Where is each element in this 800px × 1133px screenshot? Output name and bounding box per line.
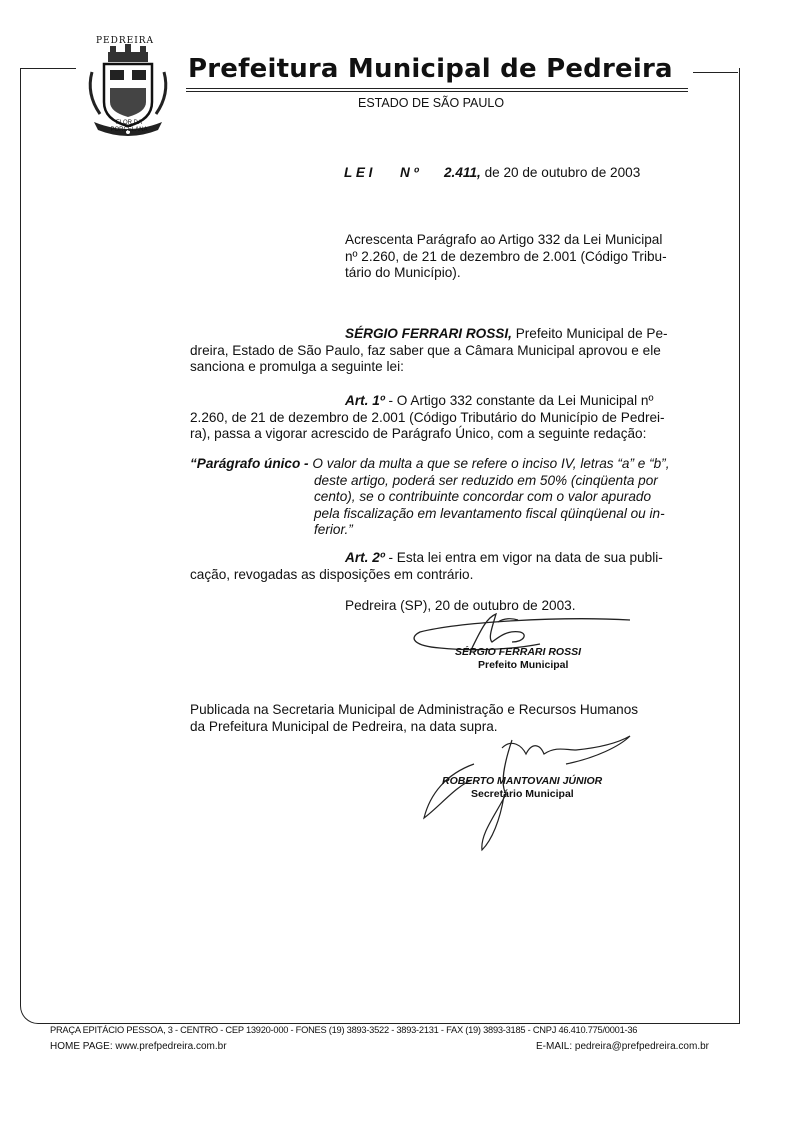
title-underline-2 (186, 91, 688, 92)
footer-homepage: HOME PAGE: www.prefpedreira.com.br (50, 1041, 227, 1052)
place-date: Pedreira (SP), 20 de outubro de 2003. (345, 598, 576, 613)
summary-line: tário do Município). (345, 265, 461, 280)
article-2-label: Art. 2º (345, 550, 385, 565)
secretary-name: ROBERTO MANTOVANI JÚNIOR (442, 775, 603, 787)
paragrafo-label: “Parágrafo único - (190, 456, 309, 471)
mayor-name-inline: SÉRGIO FERRARI ROSSI, (345, 326, 512, 341)
law-number: 2.411, (444, 165, 481, 180)
page-title: Prefeitura Municipal de Pedreira (188, 54, 673, 84)
paragrafo-unico (190, 456, 694, 539)
paragrafo-text: O valor da multa a que se refere o inciso IV, letras “a” e “b”, (312, 456, 670, 471)
article-1-line: ra), passa a vigorar acrescido de Parágrafo Único, com a seguinte redação: (190, 426, 647, 441)
preamble (190, 326, 694, 376)
publication-line: da Prefeitura Municipal de Pedreira, na data supra. (190, 718, 498, 734)
article-2-line: cação, revogadas as disposições em contrário. (190, 566, 474, 582)
article-2 (190, 550, 694, 583)
article-1-line: 2.260, de 21 de dezembro de 2.001 (Código Tributário do Município de Pedrei- (190, 409, 665, 425)
mayor-name: SÉRGIO FERRARI ROSSI (455, 646, 582, 658)
summary-line: nº 2.260, de 21 de dezembro de 2.001 (Código Tribu- (345, 248, 667, 264)
summary-line: Acrescenta Parágrafo ao Artigo 332 da Lei Municipal (345, 232, 663, 247)
law-word: L E I (344, 165, 373, 180)
law-date: de 20 de outubro de 2003 (484, 165, 641, 180)
preamble-line: sanciona e promulga a seguinte lei: (190, 359, 404, 374)
mayor-title: Prefeito Municipal (478, 659, 569, 671)
law-no: N º (400, 165, 419, 180)
crest-motto-bottom: FLOR DA PORCELANA (110, 120, 148, 133)
article-1-label: Art. 1º (345, 393, 385, 408)
law-heading (344, 165, 640, 182)
title-underline (186, 88, 688, 89)
crest-motto-top: PEDREIRA (96, 36, 155, 46)
page-border (20, 68, 740, 1024)
preamble-line: dreira, Estado de São Paulo, faz saber que a Câmara Municipal aprovou e ele (190, 342, 661, 358)
municipal-crest (82, 32, 174, 144)
preamble-text: Prefeito Municipal de Pe- (515, 326, 668, 341)
article-2-text: - Esta lei entra em vigor na data de sua publi- (388, 550, 663, 565)
article-1-text: - O Artigo 332 constante da Lei Municipal nº (388, 393, 654, 408)
paragrafo-line: cento), se o contribuinte concordar com o valor apurado (314, 489, 652, 504)
border-top-left (20, 68, 76, 69)
footer-email: E-MAIL: pedreira@prefpedreira.com.br (536, 1041, 709, 1052)
paragrafo-line: pela fiscalização em levantamento fiscal qüinqüenal ou in- (314, 505, 665, 521)
law-summary (345, 232, 693, 282)
secretary-title: Secretário Municipal (471, 788, 574, 800)
paragrafo-line: ferior.” (314, 522, 353, 537)
border-top-right (693, 72, 738, 73)
state-subtitle: ESTADO DE SÃO PAULO (358, 96, 505, 110)
article-1 (190, 393, 694, 443)
paragrafo-line: deste artigo, poderá ser reduzido em 50% (cinqüenta por (314, 472, 658, 488)
publication-line: Publicada na Secretaria Municipal de Administração e Recursos Humanos (190, 702, 639, 717)
footer-address: PRAÇA EPITÁCIO PESSOA, 3 - CENTRO - CEP 13920-000 - FONES (19) 3893-3522 - 3893-2131 - FAX (19) 3893-3185 - CNPJ 46.410.775/0001-36 (50, 1025, 638, 1035)
